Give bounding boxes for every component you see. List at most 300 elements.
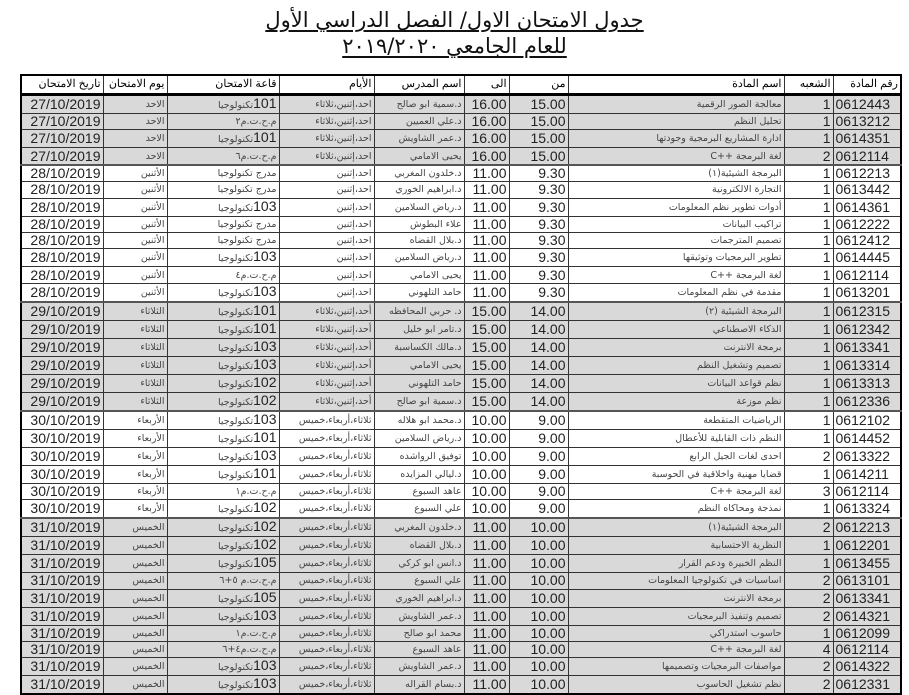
cell-to: 11.00 (464, 283, 509, 302)
cell-teacher: علاء البطوش (374, 216, 464, 232)
hall-name: تكنولوجيا (218, 202, 254, 214)
cell-subject: لغة البرمجة ++C (568, 641, 784, 657)
cell-code: 0612102 (833, 411, 901, 430)
header-day: يوم الامتحان (103, 75, 167, 95)
cell-teacher: د.محمد ابو هلاله (374, 411, 464, 430)
cell-day: الأربعاء (103, 411, 167, 430)
cell-subject: احدى لغات الجيل الرابع (568, 447, 784, 465)
cell-from: 9.30 (509, 249, 568, 267)
cell-days: احد،إثنين (279, 198, 374, 216)
cell-hall (167, 392, 279, 411)
cell-hall (167, 537, 279, 555)
cell-subject: البرمجة الشيئية(١) (568, 165, 784, 182)
cell-subject: تصميم وتشغيل النظم (568, 356, 784, 374)
cell-date: 31/10/2019 (21, 625, 103, 641)
header-section: الشعبه (784, 75, 833, 95)
cell-teacher: د.سمية ابو صالح (374, 392, 464, 411)
cell-days: ثلاثاء،أربعاء،خميس (279, 411, 374, 430)
cell-teacher: د.بسام القراله (374, 676, 464, 695)
hall-name: تكنولوجيا (218, 559, 254, 571)
cell-days: احد،إثنين،ثلاثاء (279, 114, 374, 130)
cell-date: 31/10/2019 (21, 573, 103, 589)
cell-code: 0612443 (833, 95, 901, 114)
hall-number: 101 (253, 301, 277, 318)
header-row (21, 75, 901, 95)
table-row (21, 500, 901, 519)
cell-hall (167, 411, 279, 430)
cell-code: 0612114 (833, 483, 901, 499)
cell-section: 1 (784, 356, 833, 374)
cell-hall (167, 641, 279, 657)
cell-teacher: علي السبوع (374, 573, 464, 589)
cell-teacher: د.تامر ابو خليل (374, 320, 464, 338)
cell-teacher: د.انس ابو كركي (374, 555, 464, 573)
header-code: رقم المادة (833, 75, 901, 95)
hall-number: 103 (253, 338, 277, 354)
cell-teacher: د.بلال القضاه (374, 232, 464, 248)
cell-section: 1 (784, 465, 833, 483)
cell-hall (167, 483, 279, 499)
cell-from: 15.00 (509, 148, 568, 165)
cell-to: 16.00 (464, 148, 509, 165)
cell-section: 1 (784, 429, 833, 447)
cell-from: 14.00 (509, 320, 568, 338)
cell-hall (167, 589, 279, 607)
cell-from: 9.00 (509, 411, 568, 430)
cell-hall (167, 607, 279, 625)
cell-teacher: د.مالك الكساسبة (374, 338, 464, 356)
hall-name: تكنولوجيا (218, 360, 254, 372)
cell-teacher: د.رياض السلامين (374, 429, 464, 447)
cell-days: ثلاثاء،أربعاء،خميس (279, 483, 374, 499)
cell-subject: برمجة الانترنت (568, 589, 784, 607)
cell-days: ثلاثاء،أربعاء،خميس (279, 537, 374, 555)
table-row (21, 537, 901, 555)
cell-teacher: د.رياض السلامين (374, 249, 464, 267)
cell-from: 14.00 (509, 392, 568, 411)
table-row (21, 555, 901, 573)
table-row (21, 392, 901, 411)
cell-code: 0612099 (833, 625, 901, 641)
cell-section: 1 (784, 182, 833, 198)
cell-date: 30/10/2019 (21, 411, 103, 430)
cell-code: 0612201 (833, 537, 901, 555)
cell-teacher: محمد ابو صالح (374, 625, 464, 641)
cell-section: 1 (784, 267, 833, 283)
cell-hall (167, 165, 279, 182)
cell-teacher: توفيق الرواشده (374, 447, 464, 465)
cell-date: 28/10/2019 (21, 283, 103, 302)
cell-to: 11.00 (464, 216, 509, 232)
cell-subject: نمذجة ومحاكاه النظم (568, 500, 784, 519)
cell-day: الخميس (103, 555, 167, 573)
cell-day: الخميس (103, 537, 167, 555)
hall-name: تكنولوجيا (218, 134, 254, 146)
cell-code: 0613201 (833, 283, 901, 302)
cell-to: 16.00 (464, 130, 509, 148)
cell-to: 11.00 (464, 641, 509, 657)
cell-code: 0613324 (833, 500, 901, 519)
cell-hall (167, 518, 279, 537)
cell-day: الخميس (103, 589, 167, 607)
header-teacher: اسم المدرس (374, 75, 464, 95)
cell-to: 11.00 (464, 676, 509, 695)
cell-subject: لغة البرمجة ++C (568, 483, 784, 499)
cell-days: ثلاثاء،أربعاء،خميس (279, 555, 374, 573)
cell-hall (167, 249, 279, 267)
cell-hall (167, 625, 279, 641)
cell-teacher: د.ابراهيم الخوري (374, 589, 464, 607)
cell-hall (167, 500, 279, 519)
header-date: تاريخ الامتحان (21, 75, 103, 95)
page-title (0, 8, 909, 32)
cell-code: 0613212 (833, 114, 901, 130)
cell-section: 1 (784, 130, 833, 148)
cell-to: 11.00 (464, 607, 509, 625)
cell-section: 2 (784, 447, 833, 465)
cell-section: 1 (784, 283, 833, 302)
cell-from: 9.30 (509, 267, 568, 283)
cell-subject: تصميم وتنفيذ البرمجيات (568, 607, 784, 625)
hall-name: تكنولوجيا (218, 287, 254, 299)
cell-day: الأثنين (103, 216, 167, 232)
cell-date: 28/10/2019 (21, 198, 103, 216)
cell-from: 9.30 (509, 283, 568, 302)
cell-to: 15.00 (464, 338, 509, 356)
cell-days: أحد،إثنين،ثلاثاء (279, 338, 374, 356)
cell-teacher: د.عمر الشاويش (374, 607, 464, 625)
cell-to: 10.00 (464, 465, 509, 483)
cell-hall (167, 338, 279, 356)
cell-subject: النظم الخبيرة ودعم القرار (568, 555, 784, 573)
cell-date: 28/10/2019 (21, 182, 103, 198)
cell-date: 27/10/2019 (21, 148, 103, 165)
cell-day: الأربعاء (103, 500, 167, 519)
cell-day: الثلاثاء (103, 338, 167, 356)
cell-teacher: د.خلدون المغربي (374, 165, 464, 182)
cell-section: 1 (784, 232, 833, 248)
cell-section: 1 (784, 216, 833, 232)
cell-section: 2 (784, 658, 833, 676)
cell-day: الأربعاء (103, 483, 167, 499)
hall-name: تكنولوجيا (218, 433, 254, 445)
hall-number: 103 (253, 447, 277, 463)
cell-day: الأثنين (103, 267, 167, 283)
cell-date: 28/10/2019 (21, 232, 103, 248)
cell-teacher: د.سمية ابو صالح (374, 95, 464, 114)
cell-from: 9.30 (509, 232, 568, 248)
cell-date: 29/10/2019 (21, 374, 103, 392)
hall-number: 102 (253, 499, 277, 516)
cell-code: 0612213 (833, 165, 901, 182)
cell-section: 1 (784, 500, 833, 519)
cell-from: 10.00 (509, 555, 568, 573)
table-row (21, 658, 901, 676)
cell-days: أحد،إثنين،ثلاثاء (279, 302, 374, 321)
cell-date: 28/10/2019 (21, 165, 103, 182)
hall-name: تكنولوجيا (218, 611, 254, 623)
cell-day: الخميس (103, 641, 167, 657)
cell-day: الخميس (103, 607, 167, 625)
hall-name: م.ح.ت.م٦ (235, 150, 277, 162)
cell-teacher: د.خلدون المغربي (374, 518, 464, 537)
cell-teacher: عاهد السبوع (374, 483, 464, 499)
cell-date: 31/10/2019 (21, 537, 103, 555)
cell-day: الثلاثاء (103, 374, 167, 392)
cell-subject: أدوات تطوير نظم المعلومات (568, 198, 784, 216)
table-row (21, 483, 901, 499)
cell-to: 11.00 (464, 573, 509, 589)
cell-code: 0613322 (833, 447, 901, 465)
cell-days: ثلاثاء،أربعاء،خميس (279, 429, 374, 447)
cell-code: 0612342 (833, 320, 901, 338)
table-row (21, 338, 901, 356)
cell-days: احد،إثنين (279, 249, 374, 267)
cell-to: 11.00 (464, 518, 509, 537)
cell-hall (167, 182, 279, 198)
cell-from: 9.00 (509, 465, 568, 483)
cell-day: الخميس (103, 518, 167, 537)
cell-hall (167, 267, 279, 283)
cell-subject: النظرية الاحتسابية (568, 537, 784, 555)
cell-code: 0613455 (833, 555, 901, 573)
hall-number: 103 (253, 356, 277, 372)
cell-from: 9.00 (509, 447, 568, 465)
cell-from: 10.00 (509, 658, 568, 676)
cell-teacher: يحيى الامامي (374, 267, 464, 283)
hall-number: 103 (253, 410, 277, 427)
cell-section: 2 (784, 148, 833, 165)
cell-days: ثلاثاء،أربعاء،خميس (279, 625, 374, 641)
table-row (21, 114, 901, 130)
hall-number: 103 (253, 657, 277, 674)
cell-from: 10.00 (509, 518, 568, 537)
cell-day: الثلاثاء (103, 356, 167, 374)
hall-name: تكنولوجيا (218, 378, 254, 390)
cell-teacher: د. حربي المحافظه (374, 302, 464, 321)
cell-day: الاحد (103, 130, 167, 148)
cell-subject: نظم تشغيل الحاسوب (568, 676, 784, 695)
cell-days: ثلاثاء،أربعاء،خميس (279, 641, 374, 657)
cell-day: الثلاثاء (103, 392, 167, 411)
cell-days: ثلاثاء،أربعاء،خميس (279, 500, 374, 519)
cell-code: 0612114 (833, 148, 901, 165)
cell-subject: اساسيات في تكنولوجيا المعلومات (568, 573, 784, 589)
cell-day: الثلاثاء (103, 320, 167, 338)
cell-subject: قضايا مهنية واخلاقية في الحوسبة (568, 465, 784, 483)
cell-day: الأثنين (103, 249, 167, 267)
cell-code: 0614452 (833, 429, 901, 447)
table-row (21, 182, 901, 198)
header-from: من (509, 75, 568, 95)
table-row (21, 165, 901, 182)
table-row (21, 411, 901, 430)
table-row (21, 374, 901, 392)
hall-name: تكنولوجيا (218, 451, 254, 463)
cell-section: 3 (784, 483, 833, 499)
cell-hall (167, 95, 279, 114)
hall-name: تكنولوجيا (218, 342, 254, 354)
cell-days: احد،إثنين،ثلاثاء (279, 95, 374, 114)
header-hall: قاعة الامتحان (167, 75, 279, 95)
cell-hall (167, 573, 279, 589)
cell-to: 16.00 (464, 114, 509, 130)
cell-date: 29/10/2019 (21, 392, 103, 411)
cell-days: احد،إثنين (279, 182, 374, 198)
cell-hall (167, 658, 279, 676)
hall-name: تكنولوجيا (218, 324, 254, 336)
cell-from: 9.30 (509, 182, 568, 198)
cell-date: 27/10/2019 (21, 114, 103, 130)
hall-name: تكنولوجيا (218, 593, 254, 605)
cell-days: أحد،إثنين،ثلاثاء (279, 320, 374, 338)
hall-number: 101 (253, 465, 277, 481)
cell-days: أحد،إثنين،ثلاثاء (279, 392, 374, 411)
cell-to: 11.00 (464, 165, 509, 182)
cell-to: 11.00 (464, 182, 509, 198)
cell-date: 31/10/2019 (21, 641, 103, 657)
table-row (21, 302, 901, 321)
cell-from: 9.00 (509, 500, 568, 519)
cell-teacher: يحيى الامامي (374, 148, 464, 165)
cell-code: 0613101 (833, 573, 901, 589)
cell-hall (167, 114, 279, 130)
cell-date: 30/10/2019 (21, 465, 103, 483)
cell-code: 0614351 (833, 130, 901, 148)
cell-hall (167, 232, 279, 248)
hall-name: م.ح.ت.م١ (235, 485, 277, 497)
cell-hall (167, 148, 279, 165)
cell-from: 9.00 (509, 483, 568, 499)
cell-code: 0612412 (833, 232, 901, 248)
cell-code: 0614445 (833, 249, 901, 267)
cell-code: 0612213 (833, 518, 901, 537)
cell-from: 10.00 (509, 607, 568, 625)
header-to: الى (464, 75, 509, 95)
cell-from: 15.00 (509, 95, 568, 114)
cell-code: 0612222 (833, 216, 901, 232)
cell-date: 30/10/2019 (21, 429, 103, 447)
cell-to: 16.00 (464, 95, 509, 114)
cell-from: 14.00 (509, 338, 568, 356)
cell-date: 31/10/2019 (21, 555, 103, 573)
cell-subject: تطوير البرمجيات وتوثيقها (568, 249, 784, 267)
hall-name: تكنولوجيا (218, 396, 254, 408)
cell-code: 0612315 (833, 302, 901, 321)
cell-from: 10.00 (509, 589, 568, 607)
cell-from: 9.30 (509, 198, 568, 216)
cell-subject: تصميم المترجمات (568, 232, 784, 248)
cell-days: ثلاثاء،أربعاء،خميس (279, 658, 374, 676)
cell-from: 14.00 (509, 356, 568, 374)
cell-subject: الرياضيات المتقطعة (568, 411, 784, 430)
table-row (21, 249, 901, 267)
cell-date: 27/10/2019 (21, 95, 103, 114)
hall-name: تكنولوجيا (218, 469, 254, 481)
cell-teacher: د.عمر الشاويش (374, 130, 464, 148)
cell-day: الأثنين (103, 283, 167, 302)
cell-section: 1 (784, 249, 833, 267)
cell-teacher: عاهد السبوع (374, 641, 464, 657)
hall-number: 102 (253, 536, 277, 553)
hall-number: 103 (253, 248, 277, 265)
cell-section: 2 (784, 518, 833, 537)
cell-subject: معالجة الصور الرقمية (568, 95, 784, 114)
cell-date: 30/10/2019 (21, 483, 103, 499)
cell-section: 1 (784, 392, 833, 411)
cell-section: 1 (784, 374, 833, 392)
cell-section: 4 (784, 641, 833, 657)
hall-number: 103 (253, 198, 277, 214)
cell-days: أحد،إثنين،ثلاثاء (279, 356, 374, 374)
cell-teacher: يحيى الامامي (374, 356, 464, 374)
cell-teacher: حامد التلهوني (374, 283, 464, 302)
hall-number: 101 (253, 429, 277, 445)
cell-teacher: د.رياض السلامين (374, 198, 464, 216)
cell-to: 15.00 (464, 374, 509, 392)
table-row (21, 356, 901, 374)
cell-days: ثلاثاء،أربعاء،خميس (279, 676, 374, 695)
cell-code: 0613442 (833, 182, 901, 198)
cell-code: 0612114 (833, 267, 901, 283)
cell-date: 29/10/2019 (21, 356, 103, 374)
table-row (21, 216, 901, 232)
cell-date: 29/10/2019 (21, 338, 103, 356)
cell-from: 10.00 (509, 625, 568, 641)
cell-section: 1 (784, 165, 833, 182)
table-row (21, 465, 901, 483)
table-row (21, 607, 901, 625)
cell-from: 10.00 (509, 676, 568, 695)
cell-hall (167, 429, 279, 447)
cell-section: 2 (784, 607, 833, 625)
table-row (21, 267, 901, 283)
cell-subject: ادارة المشاريع البرمجية وجودتها (568, 130, 784, 148)
hall-name: تكنولوجيا (218, 415, 254, 427)
cell-date: 27/10/2019 (21, 130, 103, 148)
exam-schedule-table (20, 74, 902, 695)
cell-teacher: د.ابراهيم الخوري (374, 182, 464, 198)
cell-date: 31/10/2019 (21, 607, 103, 625)
cell-code: 0613314 (833, 356, 901, 374)
cell-section: 2 (784, 573, 833, 589)
cell-from: 15.00 (509, 114, 568, 130)
hall-name: تكنولوجيا (218, 680, 254, 692)
cell-day: الاحد (103, 114, 167, 130)
cell-to: 10.00 (464, 429, 509, 447)
cell-teacher: د.بلال القضاه (374, 537, 464, 555)
cell-day: الخميس (103, 658, 167, 676)
cell-subject: تحليل النظم (568, 114, 784, 130)
cell-date: 28/10/2019 (21, 267, 103, 283)
cell-code: 0612336 (833, 392, 901, 411)
cell-from: 9.00 (509, 429, 568, 447)
hall-name: م.ح.ت.م٤+٦ (222, 644, 277, 656)
hall-number: 103 (253, 675, 277, 692)
cell-from: 10.00 (509, 537, 568, 555)
cell-day: الاحد (103, 95, 167, 114)
hall-name: تكنولوجيا (218, 662, 254, 674)
cell-to: 11.00 (464, 232, 509, 248)
cell-subject: برمجة الانترنت (568, 338, 784, 356)
hall-number: 102 (253, 392, 277, 408)
cell-to: 15.00 (464, 392, 509, 411)
cell-to: 11.00 (464, 625, 509, 641)
cell-code: 0614211 (833, 465, 901, 483)
cell-days: ثلاثاء،أربعاء،خميس (279, 607, 374, 625)
cell-subject: الذكاء الاصطناعي (568, 320, 784, 338)
cell-subject: لغة البرمجة ++C (568, 148, 784, 165)
